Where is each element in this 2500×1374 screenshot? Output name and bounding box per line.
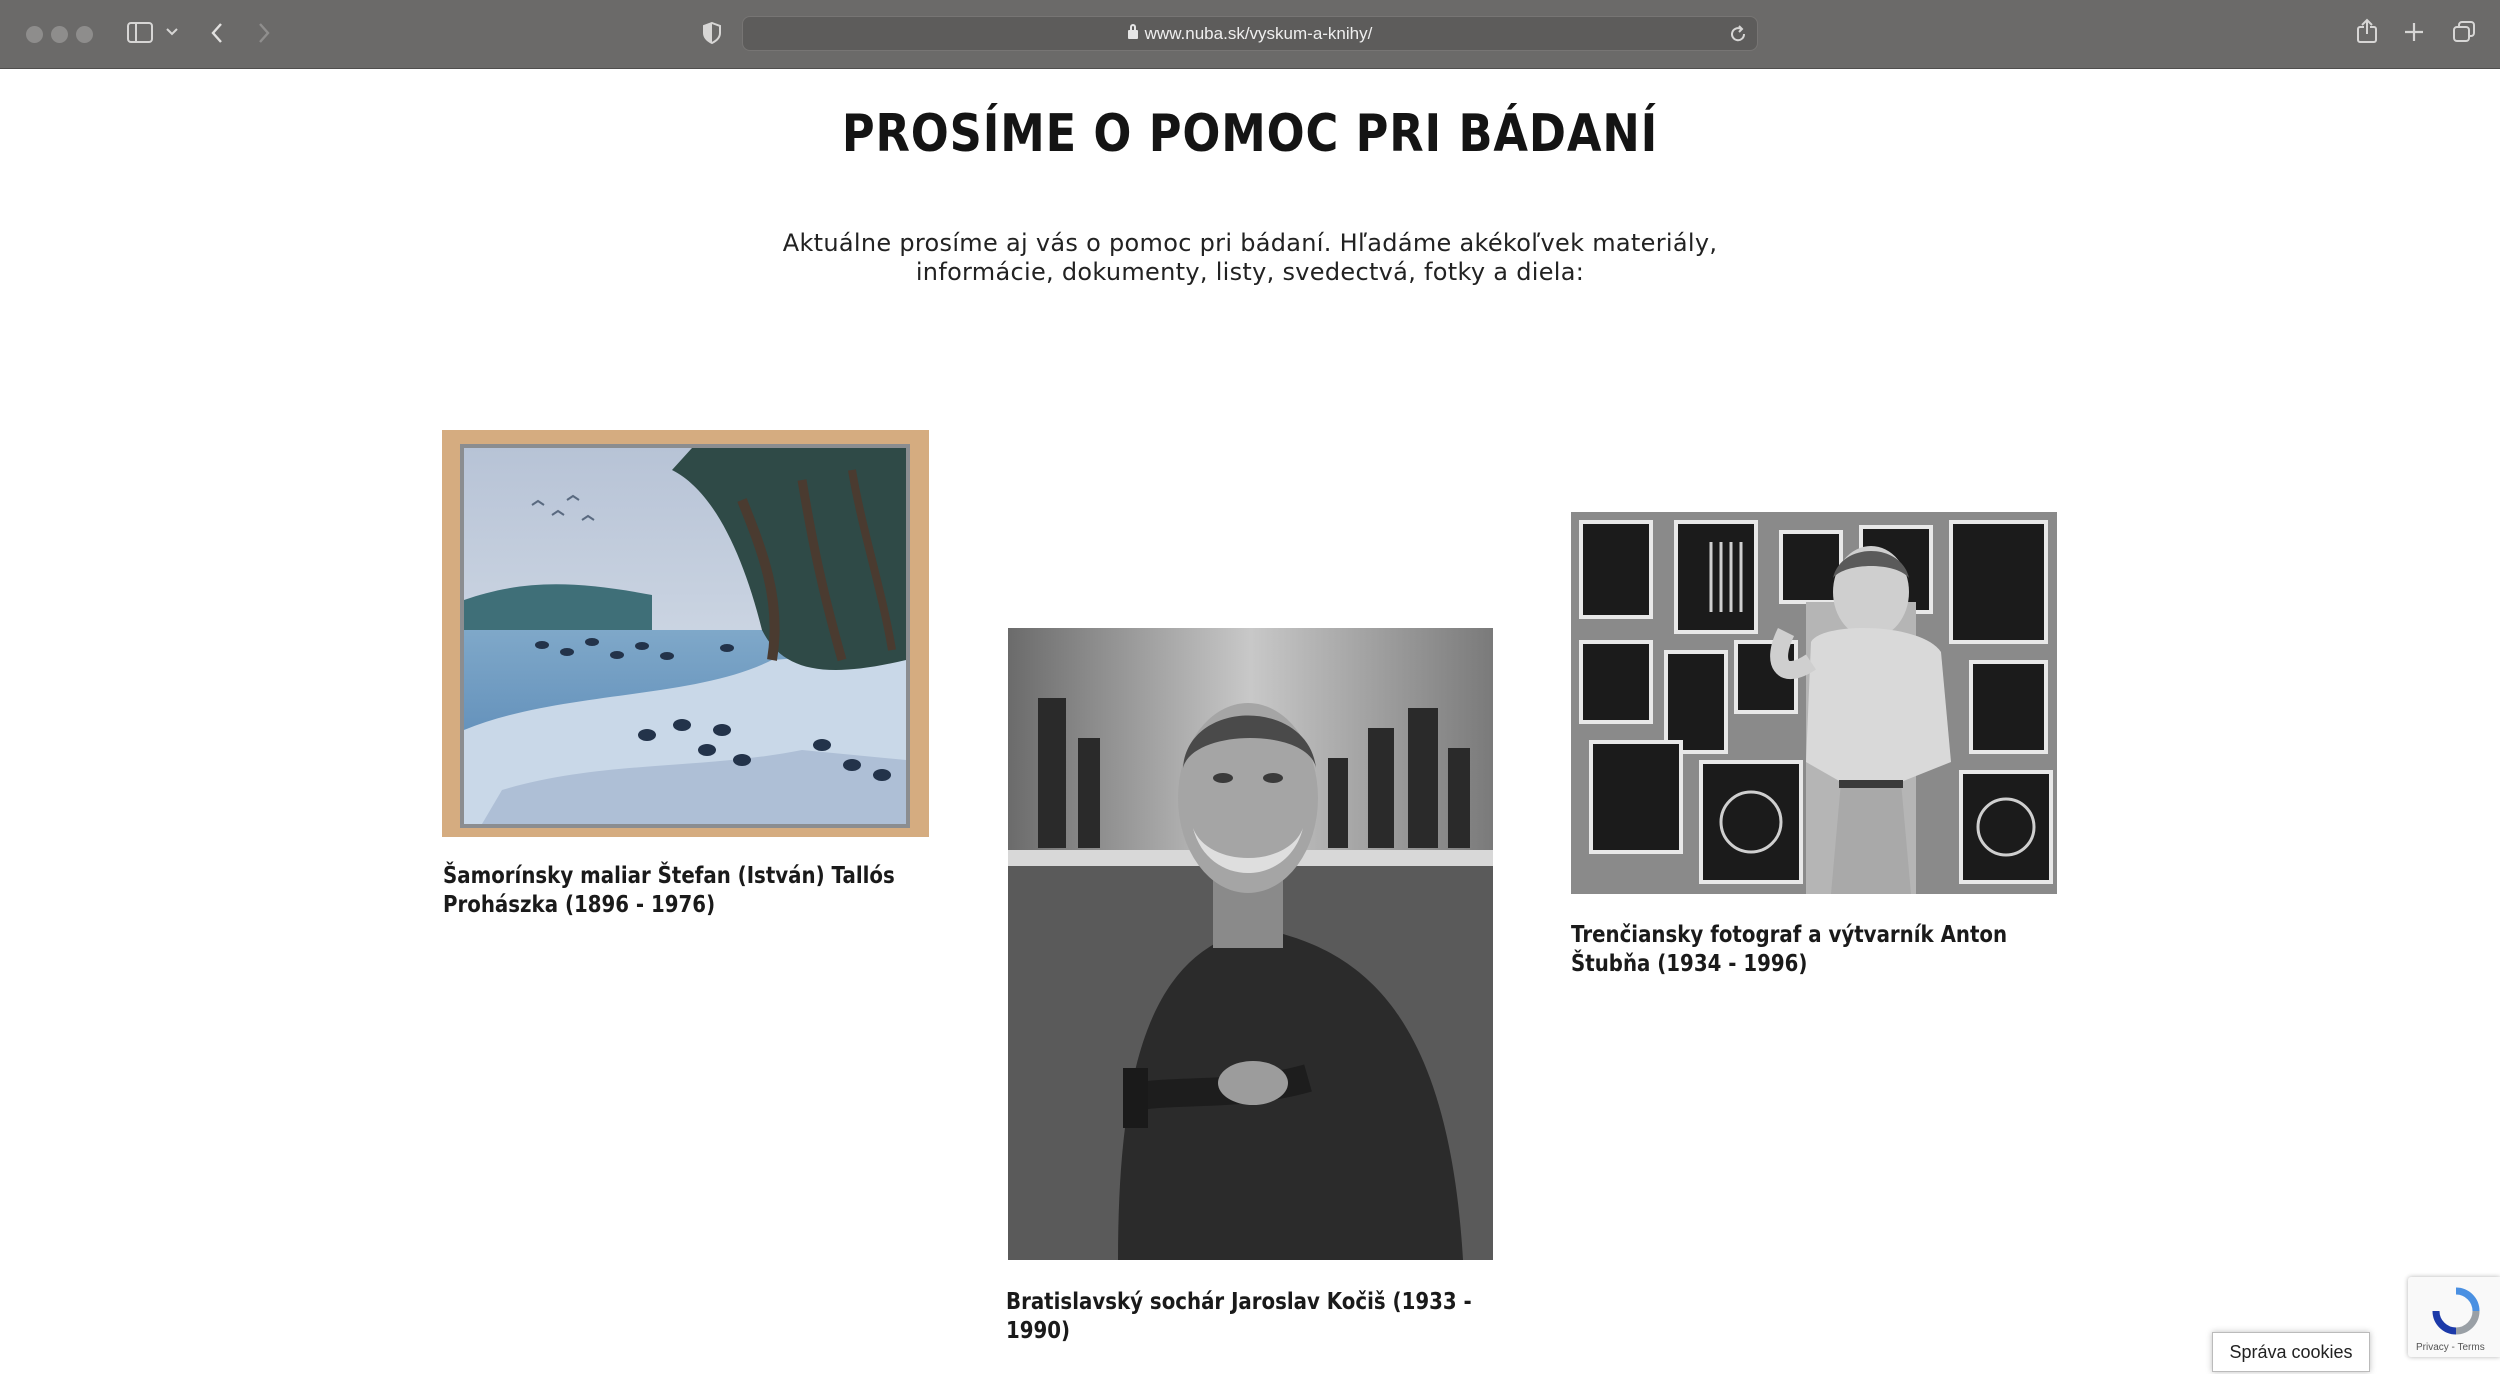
photographer-photo-illustration (1571, 512, 2057, 894)
back-icon[interactable] (210, 22, 224, 44)
address-bar[interactable] (742, 16, 1758, 51)
zoom-window-button[interactable] (76, 26, 93, 43)
card-caption-line: Šamorínsky maliar Štefan (István) Tallós (443, 863, 895, 889)
reload-icon[interactable] (1729, 25, 1747, 43)
share-icon[interactable] (2356, 18, 2378, 44)
recaptcha-terms[interactable]: Privacy - Terms (2416, 1342, 2485, 1353)
new-tab-icon[interactable] (2404, 22, 2424, 42)
minimize-window-button[interactable] (51, 26, 68, 43)
card-caption[interactable] (1571, 921, 2007, 979)
privacy-shield-icon[interactable] (702, 22, 722, 44)
card-caption[interactable] (443, 862, 895, 920)
page-title: PROSÍME O POMOC PRI BÁDANÍ (841, 104, 1659, 164)
card-caption-line: Prohászka (1896 - 1976) (443, 892, 716, 918)
recaptcha-badge[interactable] (2408, 1277, 2500, 1357)
card-caption-line: Trenčiansky fotograf a výtvarník Anton (1571, 922, 2008, 948)
browser-toolbar (0, 0, 2500, 69)
forward-icon[interactable] (257, 22, 271, 44)
sculptor-photo[interactable] (1008, 628, 1493, 1260)
sidebar-icon[interactable] (127, 22, 153, 44)
painting-illustration (442, 430, 929, 837)
url-text: www.nuba.sk/vyskum-a-knihy/ (1144, 24, 1373, 43)
recaptcha-icon (2432, 1287, 2480, 1335)
intro-line-2: informácie, dokumenty, listy, svedectvá, fotky a diela: (915, 258, 1585, 286)
close-window-button[interactable] (26, 26, 43, 43)
photographer-photo[interactable] (1571, 512, 2057, 894)
card-caption-line: Bratislavský sochár Jaroslav Kočiš (1933 - (1006, 1289, 1472, 1315)
cookie-settings-button[interactable]: Správa cookies (2212, 1332, 2370, 1372)
lock-icon (1128, 30, 1138, 39)
sculptor-photo-illustration (1008, 628, 1493, 1260)
card-caption-line: Štubňa (1934 - 1996) (1571, 951, 1808, 977)
intro-text (770, 229, 1730, 287)
chevron-down-icon[interactable] (166, 27, 178, 37)
intro-line-1: Aktuálne prosíme aj vás o pomoc pri bádaní. Hľadáme akékoľvek materiály, (782, 229, 1718, 257)
card-caption[interactable] (1006, 1288, 1472, 1346)
tab-overview-icon[interactable] (2452, 21, 2476, 43)
card-caption-line: 1990) (1006, 1318, 1071, 1344)
painting-image[interactable] (442, 430, 929, 837)
